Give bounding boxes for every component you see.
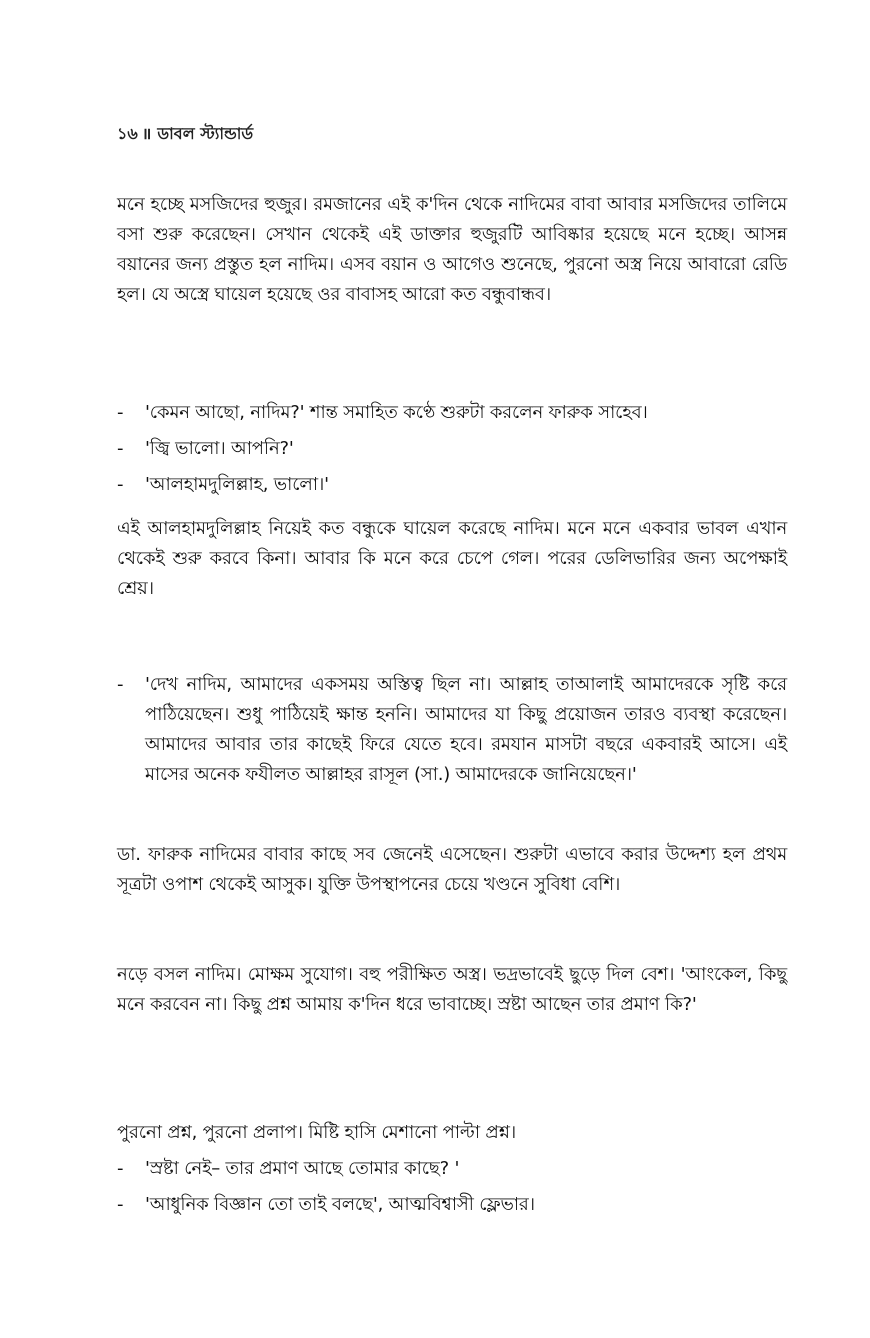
dialogue-dash: - xyxy=(117,1158,124,1179)
dialogue-dash: - xyxy=(117,1194,124,1215)
book-title: ডাবল স্ট্যান্ডার্ড xyxy=(157,124,254,143)
paragraph-text: ডা. ফারুক নাদিমের বাবার কাছে সব জেনেই এসেছেন। শুরুটা এভাবে করার উদ্দেশ্য হল প্রথম সূত্রটা ওপাশ থেকেই আসুক। যুক্তি উপস্থাপনের চেয়ে খণ্ডনে সুবিধা বেশি। xyxy=(117,844,787,895)
dialogue-2 xyxy=(117,434,787,464)
paragraph-text: মনে হচ্ছে মসজিদের হুজুর। রমজানের এই ক'দিন থেকে নাদিমের বাবা আবার মসজিদের তালিমে বসা শুরু করেছেন। সেখান থেকেই এই ডাক্তার হুজুরটি আবিষ্কার হয়েছে মনে হচ্ছে। আসন্ন বয়ানের জন্য প্রস্তুত হল নাদিম। এসব বয়ান ও আগেও শুনেছে, পুরনো অস্ত্র নিয়ে আবারো রেডি হল। যে অস্ত্রে ঘায়েল হয়েছে ওর বাবাসহ আরো কত বন্ধুবান্ধব। xyxy=(117,194,787,305)
dialogue-dash: - xyxy=(117,674,124,695)
dialogue-text: 'আধুনিক বিজ্ঞান তো তাই বলছে', আত্মবিশ্বাসী ফ্লেভার। xyxy=(145,1194,535,1215)
dialogue-text: 'আলহামদুলিল্লাহ, ভালো।' xyxy=(145,474,329,495)
paragraph-2 xyxy=(117,514,787,604)
paragraph-text: এই আলহামদুলিল্লাহ নিয়েই কত বন্ধুকে ঘায়েল করেছে নাদিম। মনে মনে একবার ভাবল এখান থেকেই শুরু করবে কিনা। আবার কি মনে করে চেপে গেল। পরের ডেলিভারির জন্য অপেক্ষাই শ্রেয়। xyxy=(117,518,787,599)
paragraph-1 xyxy=(117,190,787,310)
dialogue-3 xyxy=(117,470,787,500)
dialogue-5 xyxy=(117,1154,787,1184)
dialogue-text: 'স্রষ্টা নেই– তার প্রমাণ আছে তোমার কাছে? ' xyxy=(145,1158,460,1179)
dialogue-1 xyxy=(117,398,787,428)
running-header xyxy=(117,121,253,148)
dialogue-6 xyxy=(117,1190,787,1220)
dialogue-dash: - xyxy=(117,438,124,459)
dialogue-dash: - xyxy=(117,402,124,423)
paragraph-text: নড়ে বসল নাদিম। মোক্ষম সুযোগ। বহু পরীক্ষিত অস্ত্র। ভদ্রভাবেই ছুড়ে দিল বেশ। 'আংকেল, কিছু মনে করবেন না। কিছু প্রশ্ন আমায় ক'দিন ধরে ভাবাচ্ছে। স্রষ্টা আছেন তার প্রমাণ কি?' xyxy=(117,964,787,1015)
dialogue-4 xyxy=(117,670,787,790)
dialogue-dash: - xyxy=(117,474,124,495)
paragraph-text: পুরনো প্রশ্ন, পুরনো প্রলাপ। মিষ্টি হাসি মেশানো পাল্টা প্রশ্ন। xyxy=(117,1122,516,1143)
paragraph-4 xyxy=(117,960,787,1020)
dialogue-text: 'কেমন আছো, নাদিম?' শান্ত সমাহিত কণ্ঠে শুরুটা করলেন ফারুক সাহেব। xyxy=(145,402,648,423)
paragraph-5 xyxy=(117,1118,787,1148)
page-number: ১৬ xyxy=(117,124,138,143)
dialogue-text: 'জ্বি ভালো। আপনি?' xyxy=(145,438,294,459)
header-separator: ॥ xyxy=(141,124,152,143)
paragraph-3 xyxy=(117,840,787,900)
dialogue-text: 'দেখ নাদিম, আমাদের একসময় অস্তিত্ব ছিল না। আল্লাহ তাআলাই আমাদেরকে সৃষ্টি করে পাঠিয়েছেন। শুধু পাঠিয়েই ক্ষান্ত হননি। আমাদের যা কিছু প্রয়োজন তারও ব্যবস্থা করেছেন। আমাদের আবার তার কাছেই ফিরে যেতে হবে। রমযান মাসটা বছরে একবারই আসে। এই মাসের অনেক ফযীলত আল্লাহর রাসূল (সা.) আমাদেরকে জানিয়েছেন।' xyxy=(145,674,787,785)
